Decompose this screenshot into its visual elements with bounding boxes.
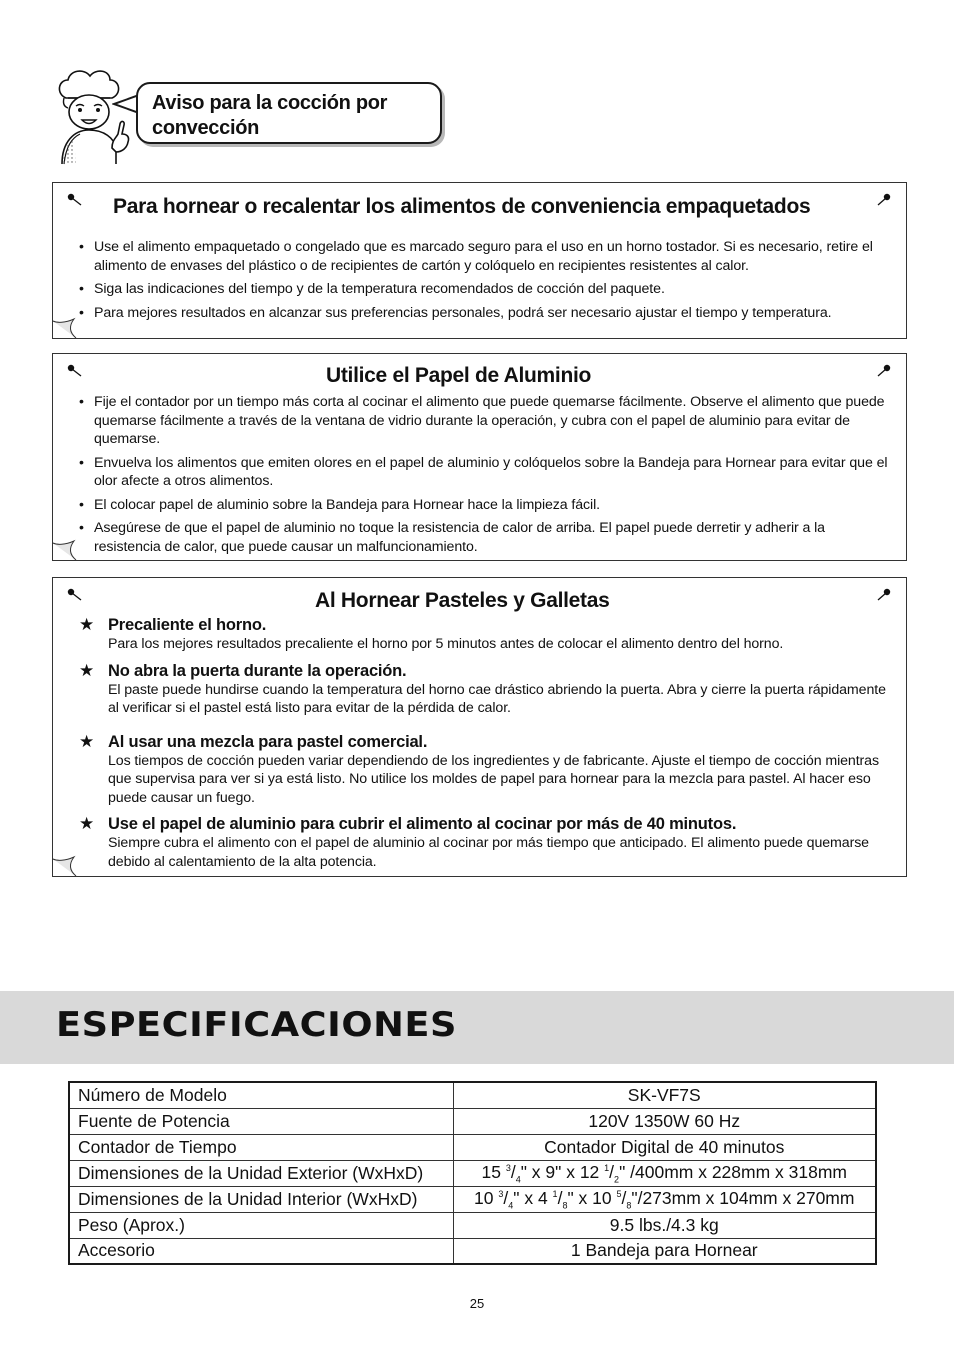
spec-label: Dimensiones de la Unidad Exterior (WxHxD): [69, 1160, 453, 1186]
spec-value: 120V 1350W 60 Hz: [453, 1108, 876, 1134]
tip-body: Siempre cubra el alimento con el papel de aluminio al cocinar por más tiempo que anticipado. El alimento puede quemarse debido al calentamiento de la alta potencia.: [108, 835, 869, 870]
spec-value: 15 $^3/_4$" x 9" x 12 $^1/_2$" /400mm x 228mm x 318mm: [453, 1160, 876, 1186]
spec-label: Dimensiones de la Unidad Interior (WxHxD): [69, 1186, 453, 1212]
tip-item: [79, 732, 892, 808]
table-row: [69, 1238, 876, 1264]
page-curl-icon: [52, 535, 78, 561]
list-item: • Envuelva los alimentos que emiten olores en el papel de aluminio y colóquelos sobre la Bandeja para Hornear para evitar que el olor afecte a otros alimentos.: [77, 454, 894, 491]
tip-title: No abra la puerta durante la operación.: [108, 661, 407, 680]
spec-label: Peso (Aprox.): [69, 1212, 453, 1238]
tip-item: [79, 814, 892, 871]
pushpin-icon: [67, 364, 83, 378]
spec-label: Fuente de Potencia: [69, 1108, 453, 1134]
table-row: [69, 1212, 876, 1238]
tip-title: Al usar una mezcla para pastel comercial.: [108, 732, 428, 751]
list-item: • Asegúrese de que el papel de aluminio no toque la resistencia de calor de arriba. El papel puede derretir y adherir a la resistencia de calor, que puede causar un malfuncionamiento.: [77, 519, 894, 556]
table-row: [69, 1134, 876, 1160]
box-title: Utilice el Papel de Aluminio: [326, 364, 592, 387]
pushpin-icon: [876, 193, 892, 207]
star-icon: ★: [79, 814, 95, 833]
pushpin-icon: [876, 364, 892, 378]
table-row: [69, 1082, 876, 1108]
tip-body: El paste puede hundirse cuando la temperatura del horno cae drástico abriendo la puerta. Abra y cierre la puerta rápidamente al verificar si el pastel está listo para evitar de la pérdida de calor.: [108, 681, 886, 716]
chef-illustration: [50, 68, 140, 166]
star-icon: ★: [79, 731, 95, 751]
note-box-aluminum-foil: [52, 353, 907, 561]
star-icon: ★: [79, 615, 95, 634]
table-row: [69, 1160, 876, 1186]
specifications-banner: [0, 991, 954, 1064]
spec-label: Accesorio: [69, 1238, 453, 1264]
section-heading: ESPECIFICACIONES: [56, 1005, 457, 1045]
spec-value: SK-VF7S: [453, 1082, 876, 1108]
table-row: [69, 1108, 876, 1134]
box-title: Al Hornear Pasteles y Galletas: [315, 589, 610, 612]
list-item: • Fije el contador por un tiempo más corta al cocinar el alimento que puede quemarse fácilmente. Observe el alimento que puede quemarse fácilmente a través de la ventana de vidrio durante la operación, y cubra con el papel de aluminio para evitar de quemarse.: [77, 393, 894, 449]
spec-value: 1 Bandeja para Hornear: [453, 1238, 876, 1264]
tip-title: Precaliente el horno.: [108, 616, 267, 634]
box-title: Para hornear o recalentar los alimentos de conveniencia empaquetados: [113, 195, 811, 218]
note-box-baking-tips: [52, 577, 907, 877]
spec-label: Contador de Tiempo: [69, 1134, 453, 1160]
list-item: • Para mejores resultados en alcanzar sus preferencias personales, podrá ser necesario ajustar el tiempo y temperatura.: [77, 304, 894, 323]
pushpin-icon: [876, 588, 892, 602]
pushpin-icon: [67, 193, 83, 207]
spec-value: 9.5 lbs./4.3 kg: [453, 1212, 876, 1238]
bullet-list: [77, 393, 894, 561]
tip-item: [79, 615, 892, 654]
pushpin-icon: [67, 588, 83, 602]
specifications-table: [68, 1081, 877, 1265]
spec-value: Contador Digital de 40 minutos: [453, 1134, 876, 1160]
spec-value: 10 $^3/_4$" x 4 $^1/_8$" x 10 $^5/_8"/273mm$ x 104mm x 270mm: [453, 1186, 876, 1212]
tip-body: Para los mejores resultados precaliente el horno por 5 minutos antes de colocar el alimento dentro del horno.: [108, 636, 784, 652]
list-item: • El colocar papel de aluminio sobre la Bandeja para Hornear hace la limpieza fácil.: [77, 496, 894, 515]
list-item: • Use el alimento empaquetado o congelado que es marcado seguro para el uso en un horno tostador. Si es necesario, retire el alimento de envases del plástico o de recipientes de cartón y colóquelo en recipientes resistentes al calor.: [77, 238, 894, 275]
bullet-list: [77, 238, 894, 327]
page-curl-icon: [52, 313, 78, 339]
tip-body: Los tiempos de cocción pueden variar dependiendo de los ingredientes y de fabricante. Ajuste el tiempo de cocción mientras que supervisa para ver si ya está listo. No utilice los moldes de papel para hornear para la mezcla para pastel. Al hacer eso puede causar un fuego.: [108, 752, 879, 806]
spec-label: Número de Modelo: [69, 1082, 453, 1108]
tip-list: [79, 615, 892, 878]
list-item: • Siga las indicaciones del tiempo y de la temperatura recomendados de cocción del paquete.: [77, 280, 894, 299]
star-icon: ★: [79, 660, 95, 680]
page-curl-icon: [52, 851, 78, 877]
header-callout: [136, 82, 442, 144]
callout-title: Aviso para la cocción por convección: [152, 92, 388, 139]
page-number: 25: [469, 1296, 485, 1311]
tip-item: [79, 661, 892, 718]
tip-title: Use el papel de aluminio para cubrir el alimento al cocinar por más de 40 minutos.: [108, 815, 737, 833]
table-row: [69, 1186, 876, 1212]
note-box-packaged-food: [52, 182, 907, 339]
